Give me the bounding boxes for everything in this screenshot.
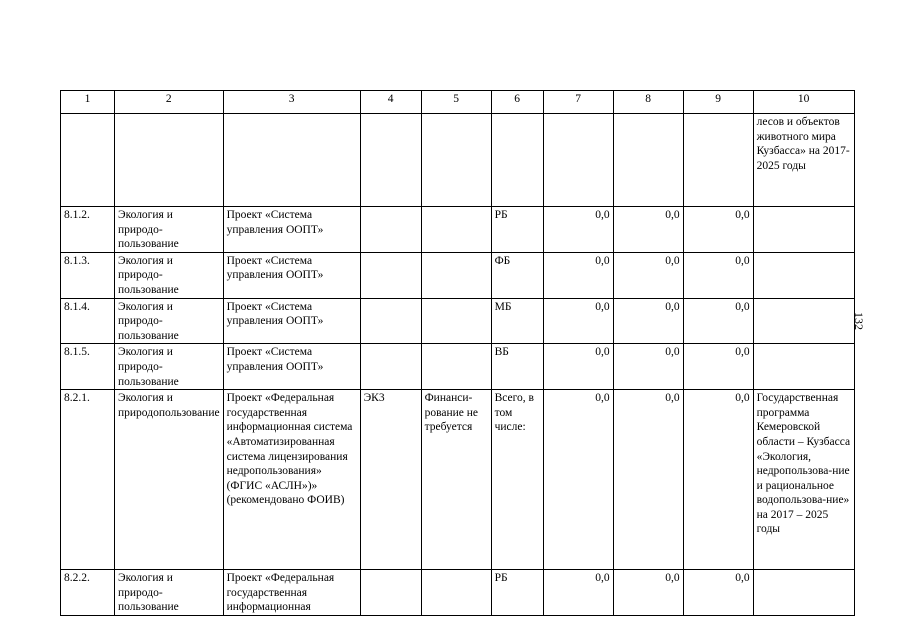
cell-col4 <box>360 114 421 207</box>
header-cell: 1 <box>61 91 115 114</box>
cell-col5 <box>421 570 491 616</box>
cell-sphere: Экология и природо-пользование <box>115 298 224 344</box>
cell-value-8: 0,0 <box>613 344 683 390</box>
cell-col5 <box>421 252 491 298</box>
cell-value-8: 0,0 <box>613 252 683 298</box>
cell-source: РБ <box>491 570 543 616</box>
cell-project: Проект «Система управления ООПТ» <box>223 207 360 253</box>
cell-value-9: 0,0 <box>683 252 753 298</box>
cell-index: 8.1.5. <box>61 344 115 390</box>
cell-index <box>61 114 115 207</box>
header-cell: 9 <box>683 91 753 114</box>
page-number: 132 <box>852 312 866 330</box>
cell-project: Проект «Федеральная государственная информационная система «Автоматизированная система лицензирования недропользования» (ФГИС «АСЛН»)» (рекомендовано ФОИВ) <box>223 390 360 570</box>
header-cell: 6 <box>491 91 543 114</box>
cell-value-9: 0,0 <box>683 390 753 570</box>
table-row <box>61 207 855 253</box>
cell-value-9 <box>683 114 753 207</box>
cell-index: 8.1.2. <box>61 207 115 253</box>
cell-index: 8.2.1. <box>61 390 115 570</box>
cell-value-7: 0,0 <box>543 298 613 344</box>
data-table <box>60 90 855 616</box>
cell-sphere: Экология и природо-пользование <box>115 570 224 616</box>
cell-value-8: 0,0 <box>613 390 683 570</box>
cell-value-8: 0,0 <box>613 207 683 253</box>
cell-source: РБ <box>491 207 543 253</box>
table-row <box>61 298 855 344</box>
cell-program <box>753 252 854 298</box>
cell-col5: Финанси-рование не требуется <box>421 390 491 570</box>
header-cell: 4 <box>360 91 421 114</box>
cell-value-9: 0,0 <box>683 344 753 390</box>
cell-project: Проект «Система управления ООПТ» <box>223 344 360 390</box>
cell-col4: ЭК3 <box>360 390 421 570</box>
cell-program <box>753 207 854 253</box>
cell-program <box>753 344 854 390</box>
cell-index: 8.1.4. <box>61 298 115 344</box>
cell-project <box>223 114 360 207</box>
cell-col5 <box>421 298 491 344</box>
header-cell: 7 <box>543 91 613 114</box>
table-row <box>61 344 855 390</box>
table-row <box>61 114 855 207</box>
cell-value-9: 0,0 <box>683 570 753 616</box>
cell-value-7: 0,0 <box>543 207 613 253</box>
cell-index: 8.1.3. <box>61 252 115 298</box>
cell-value-9: 0,0 <box>683 207 753 253</box>
cell-project: Проект «Федеральная государственная информационная <box>223 570 360 616</box>
cell-value-8 <box>613 114 683 207</box>
header-row <box>61 91 855 114</box>
cell-value-7: 0,0 <box>543 390 613 570</box>
cell-col5 <box>421 344 491 390</box>
cell-value-7 <box>543 114 613 207</box>
cell-source: Всего, в том числе: <box>491 390 543 570</box>
cell-col4 <box>360 252 421 298</box>
cell-col4 <box>360 344 421 390</box>
header-cell: 3 <box>223 91 360 114</box>
table-row <box>61 390 855 570</box>
cell-col5 <box>421 207 491 253</box>
cell-value-7: 0,0 <box>543 344 613 390</box>
cell-col4 <box>360 207 421 253</box>
cell-sphere: Экология и природопользование <box>115 390 224 570</box>
table-row <box>61 570 855 616</box>
table-row <box>61 252 855 298</box>
cell-program: Государственная программа Кемеровской области – Кузбасса «Экология, недропользова-ние и рациональное водопользова-ние» на 2017 – 2025 годы <box>753 390 854 570</box>
cell-value-7: 0,0 <box>543 252 613 298</box>
cell-value-9: 0,0 <box>683 298 753 344</box>
cell-source: ВБ <box>491 344 543 390</box>
cell-source <box>491 114 543 207</box>
header-cell: 2 <box>115 91 224 114</box>
cell-source: ФБ <box>491 252 543 298</box>
cell-project: Проект «Система управления ООПТ» <box>223 252 360 298</box>
cell-program <box>753 570 854 616</box>
header-cell: 8 <box>613 91 683 114</box>
cell-value-8: 0,0 <box>613 570 683 616</box>
cell-sphere: Экология и природо-пользование <box>115 207 224 253</box>
cell-sphere: Экология и природо-пользование <box>115 252 224 298</box>
cell-col4 <box>360 570 421 616</box>
cell-sphere: Экология и природо-пользование <box>115 344 224 390</box>
cell-index: 8.2.2. <box>61 570 115 616</box>
cell-value-7: 0,0 <box>543 570 613 616</box>
cell-value-8: 0,0 <box>613 298 683 344</box>
header-cell: 10 <box>753 91 854 114</box>
cell-col4 <box>360 298 421 344</box>
cell-program: лесов и объектов животного мира Кузбасса» на 2017-2025 годы <box>753 114 854 207</box>
header-cell: 5 <box>421 91 491 114</box>
cell-program <box>753 298 854 344</box>
cell-col5 <box>421 114 491 207</box>
cell-project: Проект «Система управления ООПТ» <box>223 298 360 344</box>
cell-source: МБ <box>491 298 543 344</box>
cell-sphere <box>115 114 224 207</box>
